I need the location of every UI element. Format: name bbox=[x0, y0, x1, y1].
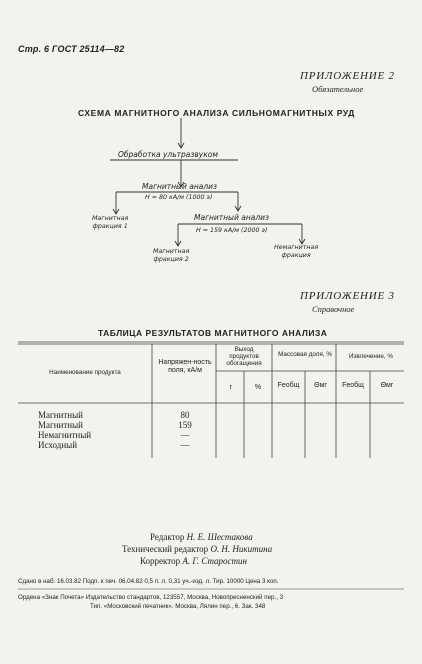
table-row-4-name: Исходный bbox=[38, 440, 78, 450]
table-title: ТАБЛИЦА РЕЗУЛЬТАТОВ МАГНИТНОГО АНАЛИЗА bbox=[98, 328, 328, 338]
scheme-step-magnetic-2: Магнитный анализ bbox=[194, 213, 269, 222]
scheme-title: СХЕМА МАГНИТНОГО АНАЛИЗА СИЛЬНОМАГНИТНЫХ РУД bbox=[78, 108, 355, 118]
table-col-product: Наименование продукта bbox=[49, 369, 121, 376]
appendix-3-title: ПРИЛОЖЕНИЕ 3 bbox=[300, 290, 395, 302]
imprint-line-1: Сдано в наб. 16.03.82 Подп. к печ. 06.04.82 0,5 п. л. 0,31 уч.-изд. л. Тир. 10000 Цена 3 коп. bbox=[18, 578, 279, 585]
page-header: Стр. 6 ГОСТ 25114—82 bbox=[18, 44, 125, 54]
credit-editor: Редактор Н. Е. Шестакова bbox=[150, 532, 253, 542]
table-col-mass-fe: Feобщ bbox=[277, 382, 300, 389]
appendix-3-subtitle: Справочное bbox=[312, 304, 355, 314]
scheme-field-2: H = 159 кА/м (2000 э) bbox=[196, 227, 268, 234]
scheme-step-ultrasound: Обработка ультразвуком bbox=[118, 150, 218, 159]
table-col-mass: Массовая доля, % bbox=[278, 351, 332, 358]
table-row-1-field: 80 bbox=[180, 410, 190, 420]
scheme-result-magnetic-2: Магнитная фракция 2 bbox=[153, 248, 190, 263]
scheme-result-magnetic-1: Магнитная фракция 1 bbox=[92, 215, 129, 230]
scheme-step-magnetic-1: Магнитный анализ bbox=[142, 182, 217, 191]
scheme-result-nonmagnetic: Немагнитная фракция bbox=[274, 244, 319, 259]
scheme-field-1: H = 80 кА/м (1000 э) bbox=[145, 194, 213, 201]
table-row-2-name: Магнитный bbox=[38, 420, 83, 430]
table-row-4-field: — bbox=[180, 440, 190, 450]
table-col-yield-g: г bbox=[229, 384, 233, 391]
credit-tech-editor: Технический редактор О. Н. Никитина bbox=[122, 544, 273, 554]
table-col-extract-mg: Θмг bbox=[380, 382, 394, 389]
table-col-extract-fe: Feобщ bbox=[342, 382, 364, 389]
table-row-3-field: — bbox=[180, 430, 190, 440]
table-col-mass-mg: Θмг bbox=[314, 382, 327, 389]
table-col-yield: Выход продуктов обогащения bbox=[226, 346, 262, 368]
appendix-2-subtitle: Обязательное bbox=[312, 84, 364, 94]
imprint-line-3: Тип. «Московский печатник». Москва, Лялин пер., 6. Зак. 348 bbox=[90, 603, 266, 610]
table-row-3-name: Немагнитный bbox=[38, 430, 92, 440]
table-col-yield-pct: % bbox=[254, 384, 262, 391]
imprint-line-2: Ордена «Знак Почета» Издательство стандартов, 123557, Москва, Новопресненский пер., 3 bbox=[18, 594, 284, 601]
table-col-field: Напряжен-ность поля, кА/м bbox=[158, 359, 212, 374]
credit-corrector: Корректор А. Г. Старостин bbox=[140, 556, 248, 566]
appendix-2-title: ПРИЛОЖЕНИЕ 2 bbox=[300, 70, 395, 82]
table-row-2-field: 159 bbox=[178, 420, 192, 430]
table-col-extract: Извлечение, % bbox=[349, 353, 393, 360]
table-row-1-name: Магнитный bbox=[38, 410, 83, 420]
